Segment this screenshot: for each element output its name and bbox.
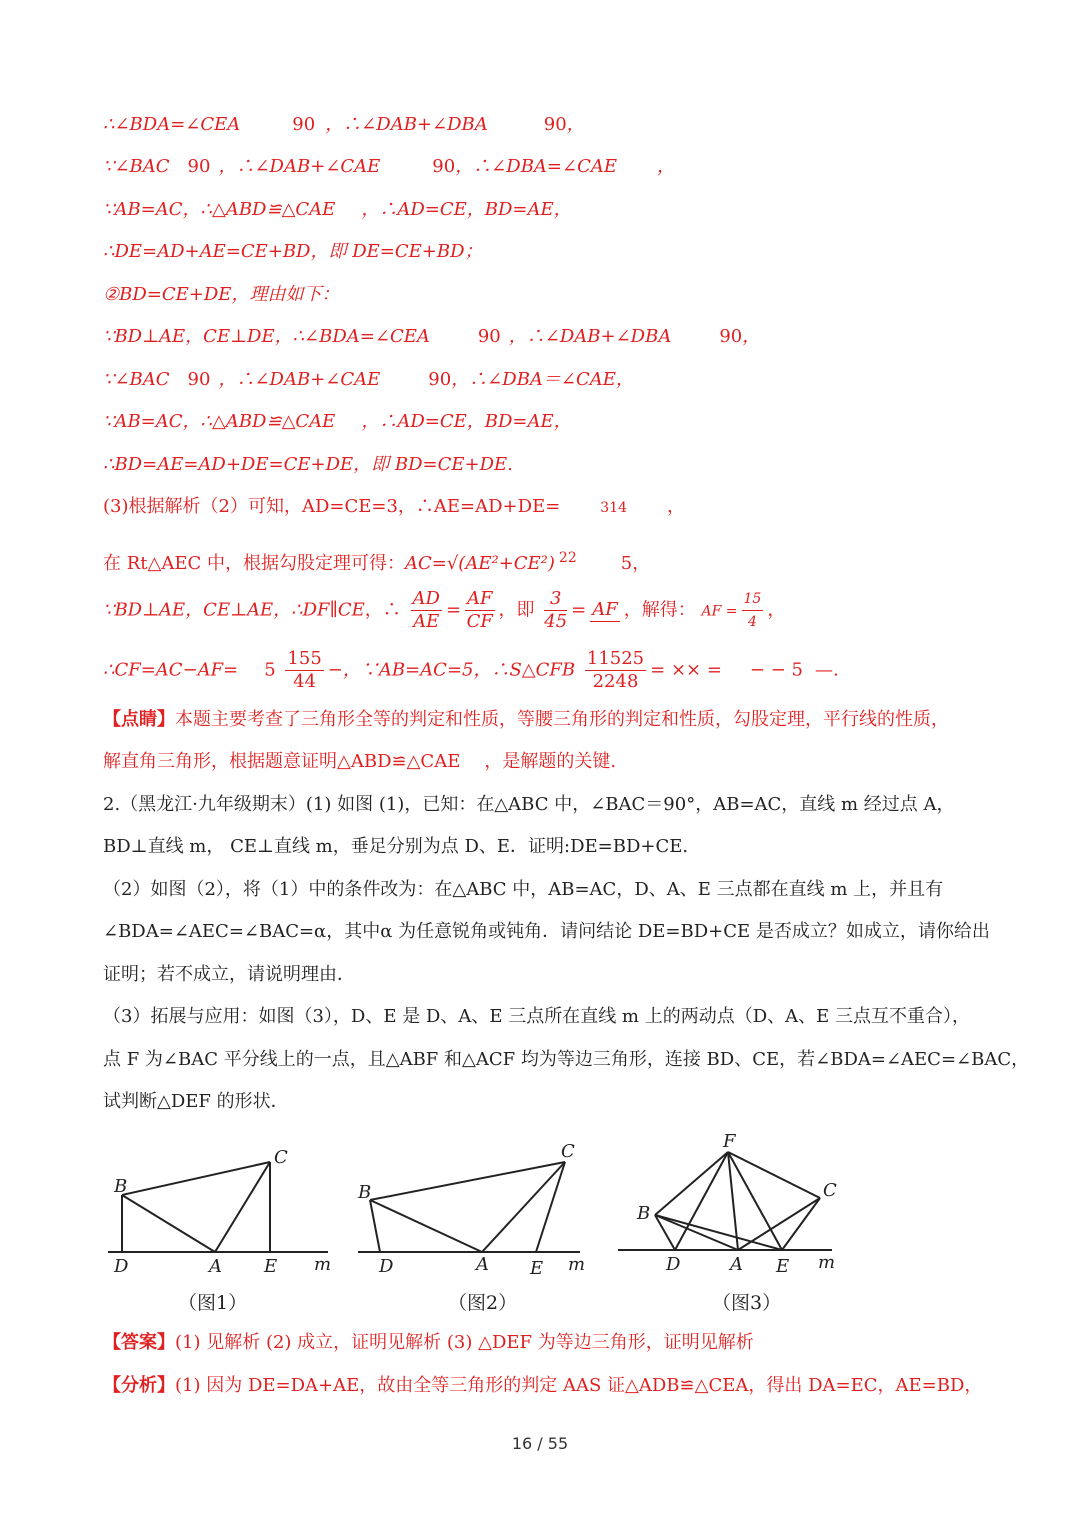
text: ， [657,156,676,177]
page-number: 16 / 55 [511,1434,569,1453]
text: 11525 [586,648,645,669]
solution-line-12: ∵BD⊥AE，CE⊥AE，∴DF∥CE，∴ $\frac{AD}{AE}$ = $\frac{AF}{CF}$ ，即 $\frac{3}{45}$ = AF ，解得： AF = $\frac{15}{4}$ ， [103,588,786,632]
fraction [742,588,764,633]
problem-line-3: （2）如图（2），将（1）中的条件改为：在△ABC 中，AB=AC，D、A、E 三点都在直线 m 上，并且有 [103,879,944,900]
figure-2-caption: （图2） [448,1292,518,1314]
text: ∵AB=AC，∴△ABD≌△CAE [103,199,336,220]
text: AC=√(AE²+CE²) [404,553,555,574]
text: 【点睛】 [103,709,175,730]
problem-line-5: 证明；若不成立，请说明理由． [103,964,355,985]
text: 90 [187,156,211,177]
text: 5 [264,659,276,681]
text: ∵BD⊥AE，CE⊥AE，∴DF∥CE [103,599,365,621]
text: AE [413,611,440,632]
fraction [411,588,442,633]
text: 44 [293,671,317,692]
text: ， [742,326,761,347]
solution-line-1 [103,113,585,137]
point-label: E [776,1256,790,1277]
comment-line-1 [103,708,949,732]
figure-3 [610,1130,850,1280]
text: ，∴∠DAB+∠DBA [325,114,488,135]
text: 22 [558,550,577,566]
text: ∵BD⊥AE，CE⊥DE，∴∠BDA=∠CEA [103,326,430,347]
line-label: m [818,1252,836,1273]
text: 【答案】 [103,1332,175,1353]
text: 2248 [592,671,639,692]
text: ，即 [498,599,535,621]
fraction [465,588,495,633]
line-label: m [314,1254,332,1275]
text: 90 [719,326,743,347]
point-label: D [114,1256,129,1277]
point-label: A [730,1254,743,1275]
fraction [285,648,323,693]
solution-line-9: ∴BD=AE=AD+DE=CE+DE，即 BD=CE+DE. [103,454,513,475]
text: (3)根据解析（2）可知，AD=CE=3，∴AE=AD+DE= [103,496,561,517]
text: ，∴AD=CE，BD=AE， [361,411,572,432]
text: ，∴∠DAB+∠DBA [508,326,672,347]
point-label: F [723,1131,736,1152]
text: ∵AB=AC，∴△ABD≌△CAE [103,411,336,432]
line-label: m [568,1254,586,1275]
solution-line-7 [103,368,634,392]
solution-line-6 [103,325,760,349]
problem-line-2: BD⊥直线 m， CE⊥直线 m，垂足分别为点 D、E．证明:DE=BD+CE. [103,836,689,857]
text: ，∴∠DBA=∠CAE [455,156,618,177]
text: ， [566,114,585,135]
text: AF = [701,603,738,620]
text: (1) 见解析 (2) 成立，证明见解析 (3) △DEF 为等边三角形，证明见解析 [175,1332,754,1353]
text: AF [592,599,618,620]
text: ， [667,496,686,517]
point-label: C [561,1141,575,1162]
text: ，∴∠DBA＝∠CAE， [451,369,634,390]
problem-line-8: 试判断△DEF 的形状． [103,1091,289,1112]
text: (1) 因为 DE=DA+AE，故由全等三角形的判定 AAS 证△ADB≌△CEA，得出 DA=EC，AE=BD， [175,1375,983,1396]
analysis-line [103,1374,982,1398]
text: 45 [544,611,568,632]
text: 155 [287,648,322,669]
fraction [544,588,567,633]
text: ，解得： [623,599,696,621]
text: 90 [543,114,567,135]
point-label: C [274,1147,288,1168]
problem-line-4: ∠BDA=∠AEC=∠BAC=α，其中α 为任意锐角或钝角．请问结论 DE=BD+CE 是否成立？如成立，请你给出 [103,921,990,942]
text: 90 [292,114,316,135]
text: ， [767,599,786,621]
text: 在 Rt△AEC 中，根据勾股定理可得： [103,553,405,574]
text: CF [466,611,493,632]
solution-line-3 [103,198,572,222]
text: 314 [600,500,628,516]
problem-line-1: 2.（黑龙江·九年级期末）(1) 如图 (1)，已知：在△ABC 中，∠BAC＝90°，AB=AC，直线 m 经过点 A， [103,794,955,815]
fraction [585,648,646,693]
solution-line-2 [103,155,675,179]
text: 90 [477,326,501,347]
solution-line-13 [103,648,839,693]
text: 【分析】 [103,1375,175,1396]
text: 本题主要考查了三角形全等的判定和性质，等腰三角形的判定和性质，勾股定理，平行线的性质， [175,709,949,730]
point-label: B [358,1182,372,1203]
text: 90 [187,369,211,390]
figure-3-caption: （图3） [712,1292,782,1314]
text: ∵∠BAC [103,156,170,177]
comment-line-2 [103,750,616,774]
text: ∵∠BAC [103,369,170,390]
point-label: C [823,1180,837,1201]
point-label: E [530,1258,544,1279]
text: ，∴AD=CE，BD=AE， [361,199,572,220]
text: ，∴ [364,599,401,621]
point-label: A [209,1256,222,1277]
text: ，∴∠DAB+∠CAE [218,369,381,390]
solution-line-5: ②BD=CE+DE，理由如下： [103,284,340,305]
text: ，是解题的关键. [484,751,617,772]
text: 5， [620,553,651,574]
text: 90 [428,369,452,390]
point-label: B [114,1176,128,1197]
answer-line [103,1331,754,1355]
point-label: A [476,1254,489,1275]
text: —. [814,659,839,681]
text: 15 [742,588,764,611]
figure-2 [350,1140,590,1280]
solution-line-4: ∴DE=AD+AE=CE+BD，即 DE=CE+BD； [103,241,483,262]
point-label: D [666,1254,681,1275]
text: ∴∠BDA=∠CEA [103,114,241,135]
point-label: E [264,1256,278,1277]
solution-line-11 [103,546,650,576]
text: ∴CF=AC−AF= [103,659,239,681]
solution-line-8 [103,410,572,434]
solution-line-10 [103,495,685,520]
figure-1-caption: （图1） [178,1292,248,1314]
figure-1 [100,1140,340,1280]
point-label: D [379,1256,394,1277]
fraction [590,599,620,622]
problem-line-6: （3）拓展与应用：如图（3），D、E 是 D、A、E 三点所在直线 m 上的两动点（D、A、E 三点互不重合）， [103,1006,971,1027]
text: − − 5 [749,659,803,681]
text: −，∵AB=AC=5，∴S△CFB [327,659,576,681]
text: AD [412,588,440,609]
problem-line-7: 点 F 为∠BAC 平分线上的一点，且△ABF 和△ACF 均为等边三角形，连接 BD、CE，若∠BDA=∠AEC=∠BAC， [103,1049,1030,1070]
text: ，∴∠DAB+∠CAE [218,156,381,177]
text: = ×× = [650,659,722,681]
text: 解直角三角形，根据题意证明△ABD≌△CAE [103,751,461,772]
text: AF [467,588,493,609]
point-label: B [637,1203,651,1224]
text: 3 [544,588,567,611]
text: 90 [432,156,456,177]
text: 4 [747,614,757,630]
